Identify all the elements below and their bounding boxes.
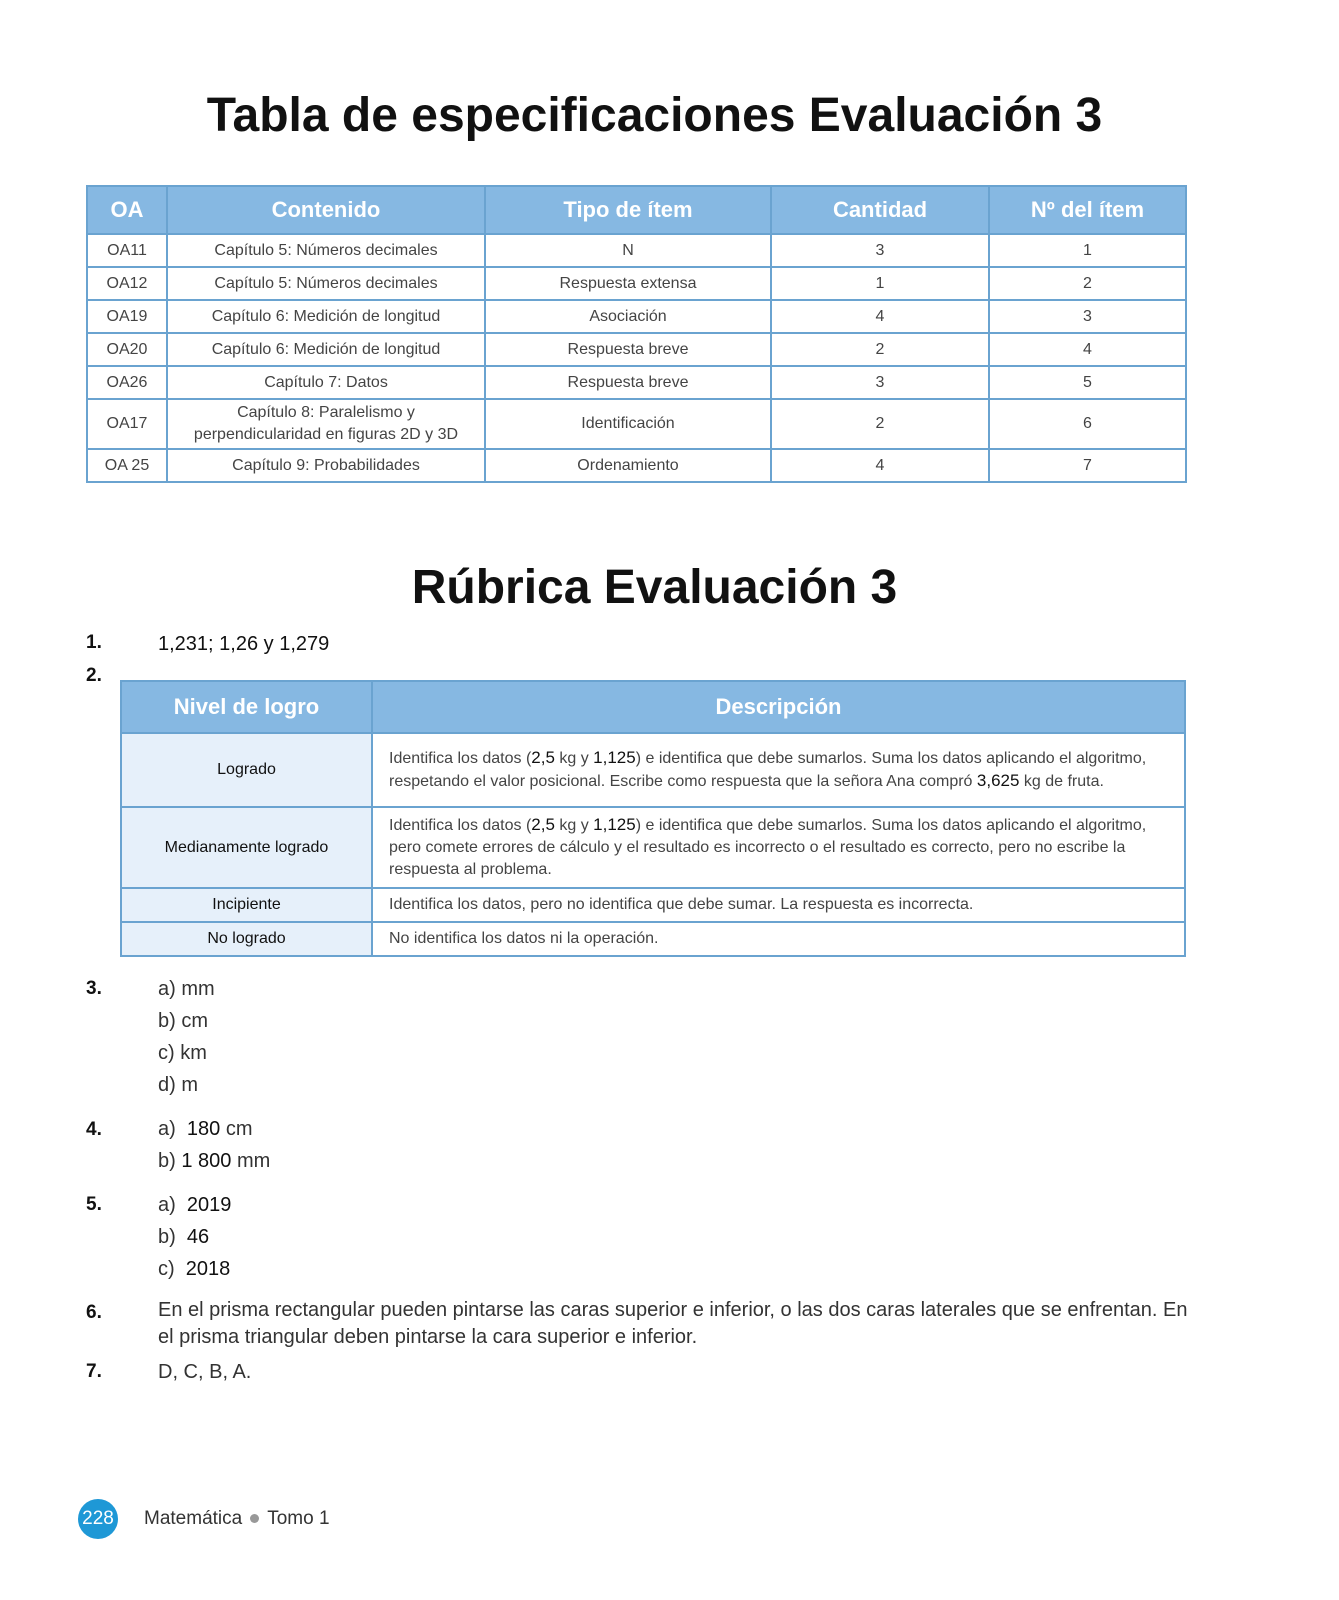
question-number-5: 5.: [86, 1194, 102, 1215]
description-no-logrado: No identifica los datos ni la operación.: [372, 922, 1185, 956]
specifications-table: [86, 185, 1187, 483]
cell-oa: OA19: [87, 300, 167, 333]
description-medianamente-logrado: [372, 807, 1185, 888]
rubric-title: Rúbrica Evaluación 3: [411, 561, 898, 614]
cell-cantidad: 2: [771, 399, 989, 449]
cell-tipo: Identificación: [485, 399, 771, 449]
answer-3-a: a) mm: [158, 978, 215, 1000]
desc-text: ) e identifica que debe sumarlos. Suma los datos aplicando el algoritmo, pero comete errores de cálculo y el resultado es incorrecto o el resultado es correcto, pero no escribe la respuesta al problema.: [389, 817, 1147, 878]
question-number-3: 3.: [86, 978, 102, 999]
desc-value: 1,125: [593, 748, 636, 767]
level-no-logrado: No logrado: [121, 922, 372, 956]
header-oa: OA: [87, 186, 167, 234]
cell-oa: OA26: [87, 366, 167, 399]
desc-text: kg y: [554, 817, 594, 834]
table-row: [87, 333, 1186, 366]
cell-numero: 7: [989, 449, 1186, 482]
cell-contenido: Capítulo 5: Números decimales: [167, 234, 485, 267]
cell-cantidad: 3: [771, 366, 989, 399]
cell-cantidad: 1: [771, 267, 989, 300]
cell-numero: 6: [989, 399, 1186, 449]
cell-oa: OA 25: [87, 449, 167, 482]
cell-cantidad: 2: [771, 333, 989, 366]
question-number-1: 1.: [86, 632, 102, 653]
question-number-7: 7.: [86, 1361, 102, 1382]
table-row: [87, 366, 1186, 399]
answer-7: D, C, B, A.: [158, 1361, 252, 1383]
answer-5: [158, 1189, 231, 1285]
cell-tipo: Asociación: [485, 300, 771, 333]
cell-numero: 2: [989, 267, 1186, 300]
table-header-row: [87, 186, 1186, 234]
rubric-header-row: [121, 681, 1185, 733]
cell-tipo: Respuesta breve: [485, 333, 771, 366]
table-row: [87, 267, 1186, 300]
answer-5-b: [158, 1221, 231, 1253]
answer-4-a: [158, 1113, 270, 1145]
desc-value: 3,625: [976, 771, 1020, 790]
cell-numero: 3: [989, 300, 1186, 333]
desc-value: 2,5: [531, 748, 555, 767]
rubric-row: [121, 922, 1185, 956]
cell-contenido: Capítulo 9: Probabilidades: [167, 449, 485, 482]
desc-text: ) e identifica que debe sumarlos. Suma los datos aplicando el algoritmo, respetando el valor posicional. Escribe como respuesta que la señora Ana compró: [389, 750, 1147, 790]
cell-cantidad: 3: [771, 234, 989, 267]
option-letter: b): [158, 1150, 176, 1172]
desc-value: 2,5: [531, 815, 555, 834]
table-row: [87, 449, 1186, 482]
question-number-4: 4.: [86, 1119, 102, 1140]
desc-text: kg y: [554, 750, 594, 767]
cell-oa: OA12: [87, 267, 167, 300]
level-medianamente-logrado: Medianamente logrado: [121, 807, 372, 888]
table-row: [87, 300, 1186, 333]
footer-volume: Tomo 1: [267, 1508, 330, 1529]
desc-value: 1,125: [593, 815, 636, 834]
answer-value: 2019: [186, 1194, 232, 1216]
header-cantidad: Cantidad: [771, 186, 989, 234]
answer-1-text: 1,231; 1,26 y 1,279: [158, 633, 330, 655]
cell-contenido: Capítulo 7: Datos: [167, 366, 485, 399]
option-letter: c): [158, 1258, 175, 1280]
page-number-badge: 228: [78, 1499, 118, 1539]
cell-numero: 4: [989, 333, 1186, 366]
level-logrado: Logrado: [121, 733, 372, 807]
answer-3-c: c) km: [158, 1042, 207, 1064]
cell-tipo: Respuesta breve: [485, 366, 771, 399]
table-row: [87, 399, 1186, 449]
footer-subject: Matemática: [144, 1508, 243, 1529]
cell-contenido: Capítulo 5: Números decimales: [167, 267, 485, 300]
answer-3-d: d) m: [158, 1074, 198, 1096]
bullet-dot-icon: [250, 1514, 259, 1523]
answer-value: 180: [186, 1118, 221, 1140]
contenido-line-2: perpendicularidad en figuras 2D y 3D: [193, 426, 459, 443]
rubric-table: [120, 680, 1186, 957]
desc-text: Identifica los datos (: [389, 817, 532, 834]
answer-3-b: b) cm: [158, 1010, 208, 1032]
cell-numero: 1: [989, 234, 1186, 267]
level-incipiente: Incipiente: [121, 888, 372, 922]
answer-value: 1 800: [181, 1150, 232, 1172]
header-numero-item: Nº del ítem: [989, 186, 1186, 234]
cell-tipo: Respuesta extensa: [485, 267, 771, 300]
answer-6: En el prisma rectangular pueden pintarse las caras superior e inferior, o las dos caras laterales que se enfrentan. En el prisma triangular deben pintarse la cara superior e inferior.: [158, 1299, 1188, 1348]
desc-text: kg de fruta.: [1019, 773, 1104, 790]
header-descripcion: Descripción: [372, 681, 1185, 733]
cell-cantidad: 4: [771, 300, 989, 333]
cell-numero: 5: [989, 366, 1186, 399]
question-number-6: 6.: [86, 1302, 102, 1323]
table-row: [87, 234, 1186, 267]
cell-tipo: N: [485, 234, 771, 267]
footer-label: [144, 1508, 330, 1530]
cell-contenido: Capítulo 6: Medición de longitud: [167, 300, 485, 333]
description-logrado: [372, 733, 1185, 807]
spec-table-title: Tabla de especificaciones Evaluación 3: [206, 89, 1103, 142]
option-letter: a): [158, 1118, 176, 1140]
rubric-row: [121, 733, 1185, 807]
option-letter: a): [158, 1194, 176, 1216]
cell-oa: OA11: [87, 234, 167, 267]
answer-1: [158, 628, 329, 660]
question-number-2: 2.: [86, 665, 102, 686]
cell-contenido: Capítulo 6: Medición de longitud: [167, 333, 485, 366]
header-nivel-logro: Nivel de logro: [121, 681, 372, 733]
answer-unit: cm: [225, 1118, 253, 1140]
answer-value: 2018: [185, 1258, 231, 1280]
cell-tipo: Ordenamiento: [485, 449, 771, 482]
answer-unit: mm: [236, 1150, 271, 1172]
desc-text: Identifica los datos (: [389, 750, 532, 767]
description-incipiente: Identifica los datos, pero no identifica que debe sumar. La respuesta es incorrecta.: [372, 888, 1185, 922]
answer-4: [158, 1113, 270, 1177]
answer-5-a: [158, 1189, 231, 1221]
answer-5-c: [158, 1253, 231, 1285]
answer-4-b: [158, 1145, 270, 1177]
answer-value: 46: [186, 1226, 210, 1248]
cell-cantidad: 4: [771, 449, 989, 482]
header-tipo-item: Tipo de ítem: [485, 186, 771, 234]
contenido-line-1: Capítulo 8: Paralelismo y: [237, 404, 415, 421]
option-letter: b): [158, 1226, 176, 1248]
header-contenido: Contenido: [167, 186, 485, 234]
rubric-row: [121, 888, 1185, 922]
rubric-row: [121, 807, 1185, 888]
cell-contenido: [167, 399, 485, 449]
cell-oa: OA20: [87, 333, 167, 366]
cell-oa: OA17: [87, 399, 167, 449]
answer-3: [158, 973, 215, 1101]
